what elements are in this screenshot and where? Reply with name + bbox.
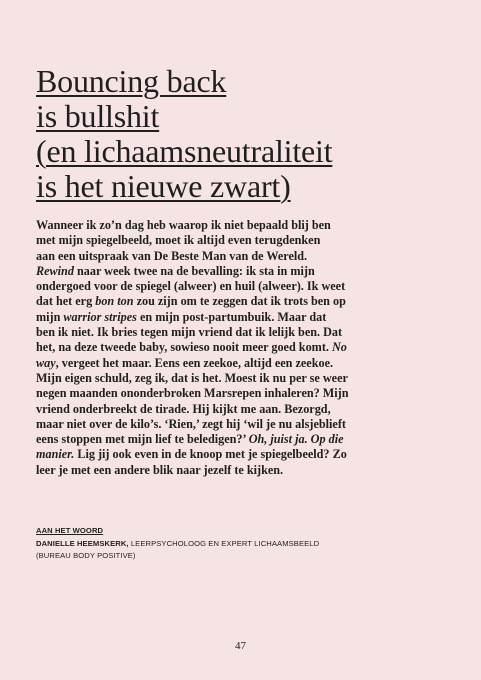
body-line bbox=[36, 279, 451, 294]
body-text-segment: en mijn post-partumbuik. Maar dat bbox=[136, 309, 327, 324]
body-line bbox=[36, 356, 451, 371]
title-line: is het nieuwe zwart) bbox=[36, 168, 291, 204]
body-text-segment: ondergoed voor de spiegel (alweer) en huil (alweer). Ik weet bbox=[36, 279, 346, 294]
credits-organization: (BUREAU BODY POSITIVE) bbox=[36, 551, 136, 560]
body-text-segment: Wanneer ik zo’n dag heb waarop ik niet bepaald blij ben bbox=[36, 218, 331, 232]
body-text-segment: Mijn eigen schuld, zeg ik, dat is het. Moest ik nu per se weer bbox=[36, 370, 348, 385]
body-emphasis: Rewind bbox=[36, 263, 74, 278]
body-text-segment: vriend onderbreekt de tirade. Hij kijkt me aan. Bezorgd, bbox=[36, 401, 331, 416]
body-line bbox=[36, 218, 451, 233]
body-line bbox=[36, 233, 451, 248]
body-text-segment: leer je met een andere blik naar jezelf te kijken. bbox=[36, 462, 284, 477]
body-emphasis: No bbox=[331, 340, 347, 355]
credits-heading: AAN HET WOORD bbox=[36, 526, 104, 535]
body-line bbox=[36, 325, 451, 340]
body-line bbox=[36, 310, 451, 325]
body-line bbox=[36, 447, 451, 462]
body-line bbox=[36, 402, 451, 417]
credits-name: DANIELLE HEEMSKERK, bbox=[36, 538, 129, 548]
body-emphasis: warrior stripes bbox=[63, 309, 137, 324]
title-line: Bouncing back bbox=[36, 63, 227, 99]
body-text-segment: mijn bbox=[36, 309, 64, 324]
body-text-segment: negen maanden ononderbroken Marsrepen inhaleren? Mijn bbox=[36, 386, 349, 401]
body-text-segment: , vergeet het maar. Eens een zeekoe, altijd een zeekoe. bbox=[55, 355, 334, 370]
page-number: 47 bbox=[235, 640, 246, 652]
article-title bbox=[36, 64, 456, 204]
body-text-segment: ben ik niet. Ik bries tegen mijn vriend dat ik lelijk ben. Dat bbox=[36, 325, 343, 340]
title-line: (en lichaamsneutraliteit bbox=[36, 133, 333, 169]
title-line: is bullshit bbox=[36, 98, 160, 134]
body-line bbox=[36, 417, 451, 432]
body-text-segment: het, na deze tweede baby, sowieso nooit meer goed komt. bbox=[36, 340, 332, 355]
body-text-segment: dat het erg bbox=[36, 294, 96, 309]
body-line bbox=[36, 386, 451, 401]
body-line bbox=[36, 432, 451, 447]
credits-role: LEERPSYCHOLOOG EN EXPERT LICHAAMSBEELD bbox=[128, 538, 320, 548]
body-emphasis: bon ton bbox=[95, 294, 134, 309]
body-line bbox=[36, 340, 451, 355]
article-body bbox=[36, 218, 451, 478]
body-line bbox=[36, 264, 451, 279]
body-line bbox=[36, 463, 451, 478]
body-emphasis: way bbox=[36, 355, 56, 370]
body-emphasis: manier. bbox=[36, 447, 75, 462]
body-line bbox=[36, 294, 451, 309]
body-text-segment: maar niet over de kilo’s. ‘Rien,’ zegt hij ‘wil je nu alsjeblieft bbox=[36, 416, 346, 431]
body-line bbox=[36, 249, 451, 264]
credits-person bbox=[36, 538, 456, 551]
body-text-segment: met mijn spiegelbeeld, moet ik altijd even terugdenken bbox=[36, 233, 321, 248]
body-emphasis: Oh, juist ja. Op die bbox=[248, 432, 344, 447]
body-text-segment: aan een uitspraak van De Beste Man van de Wereld. bbox=[36, 248, 308, 263]
body-text-segment: zou zijn om te zeggen dat ik trots ben op bbox=[133, 294, 346, 309]
body-text-segment: eens stoppen met mijn lief te beledigen?’ bbox=[36, 432, 249, 447]
body-text-segment: Lig jij ook even in de knoop met je spiegelbeeld? Zo bbox=[74, 447, 347, 462]
body-line bbox=[36, 371, 451, 386]
body-text-segment: naar week twee na de bevalling: ik sta in mijn bbox=[73, 263, 315, 278]
credits-block bbox=[36, 525, 456, 563]
